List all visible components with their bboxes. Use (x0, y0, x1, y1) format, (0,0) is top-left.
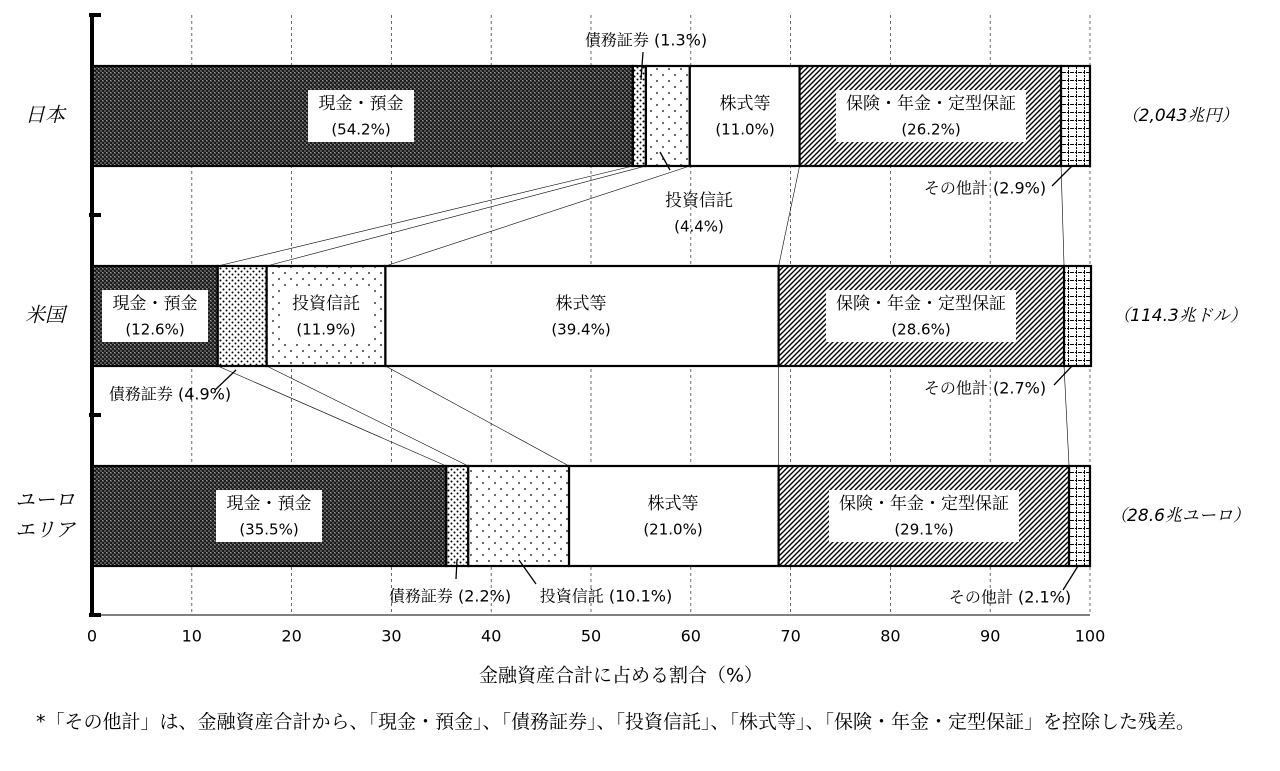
bar-segment (633, 66, 646, 166)
value-label: (29.1%) (894, 520, 954, 539)
value-label: (28.6%) (891, 320, 951, 339)
bar-segment (1064, 266, 1091, 366)
value-label: (26.2%) (901, 120, 961, 139)
value-label: (12.6%) (125, 320, 185, 339)
x-tick-label: 60 (680, 626, 701, 646)
series-name-label: 現金・預金 (112, 294, 198, 314)
series-name-label: 株式等 (555, 294, 607, 314)
series-name-label: 現金・預金 (226, 494, 312, 514)
leader-line (1063, 566, 1078, 590)
x-tick-label: 80 (880, 626, 901, 646)
series-value-label: 投資信託 (10.1%) (539, 586, 673, 606)
series-value-label: 債務証券 (1.3%) (584, 30, 708, 50)
bar-segment (218, 266, 267, 366)
x-tick-label: 0 (86, 626, 98, 646)
bar-segment (1069, 466, 1090, 566)
category-total-label: （114.3兆ドル） (1113, 306, 1247, 326)
connector-line (779, 166, 800, 266)
series-name-label: 保険・年金・定型保証 (839, 494, 1009, 514)
category-label: 日本 (25, 102, 65, 127)
leader-line (1052, 166, 1072, 186)
value-label: (11.9%) (296, 320, 356, 339)
x-tick-label: 90 (980, 626, 1001, 646)
x-tick-label: 40 (481, 626, 502, 646)
category-label: エリア (15, 517, 75, 542)
connector-line (218, 366, 447, 466)
series-name-label: 現金・預金 (318, 94, 404, 114)
x-tick-label: 30 (381, 626, 402, 646)
x-tick-label: 20 (281, 626, 302, 646)
category-total-label: （2,043兆円） (1121, 106, 1239, 126)
series-value-label: 債務証券 (2.2%) (388, 586, 512, 606)
x-tick-label: 50 (580, 626, 602, 646)
connector-line (1064, 366, 1069, 466)
series-name-label: 投資信託 (292, 294, 360, 314)
category-label: 米国 (25, 302, 65, 327)
value-label: (54.2%) (331, 120, 391, 139)
series-value-label: 債務証券 (4.9%) (108, 384, 232, 404)
value-label: (35.5%) (239, 520, 299, 539)
connector-line (385, 166, 689, 266)
series-name-label: 株式等 (719, 94, 771, 114)
series-name-label: 保険・年金・定型保証 (836, 294, 1006, 314)
x-tick-label: 10 (181, 626, 202, 646)
x-tick-label: 70 (780, 626, 801, 646)
bar-segment (690, 66, 800, 166)
bar-segment (385, 266, 778, 366)
category-label: ユーロ (15, 487, 75, 512)
series-name-label: 株式等 (647, 494, 699, 514)
bar-segment (569, 466, 779, 566)
bar-segment (646, 66, 690, 166)
series-name-label: 投資信託 (665, 191, 733, 211)
series-value-label: その他計 (2.7%) (923, 378, 1047, 398)
connector-line (218, 166, 633, 266)
value-label: (11.0%) (715, 120, 775, 139)
connector-line (267, 166, 646, 266)
x-tick-label: 100 (1074, 626, 1106, 646)
series-value-label: その他計 (2.1%) (948, 587, 1072, 607)
leader-line (1054, 366, 1072, 385)
connector-line (385, 366, 569, 466)
connector-line (1061, 166, 1064, 266)
value-label: (21.0%) (643, 520, 703, 539)
connector-line (267, 366, 469, 466)
series-name-label: 保険・年金・定型保証 (846, 94, 1016, 114)
footnote: *「その他計」は、金融資産合計から、「現金・預金」、「債務証券」、「投資信託」、「株式等」、「保険・年金・定型保証」を控除した残差。 (36, 711, 1196, 733)
x-axis-label: 金融資産合計に占める割合（%） (478, 664, 764, 687)
value-label: (39.4%) (551, 320, 611, 339)
category-total-label: （28.6兆ユーロ） (1110, 506, 1250, 526)
bar-segment (468, 466, 569, 566)
bar-segment (446, 466, 468, 566)
bar-segment (1061, 66, 1090, 166)
value-label: (4.4%) (674, 217, 724, 236)
series-value-label: その他計 (2.9%) (923, 178, 1047, 198)
